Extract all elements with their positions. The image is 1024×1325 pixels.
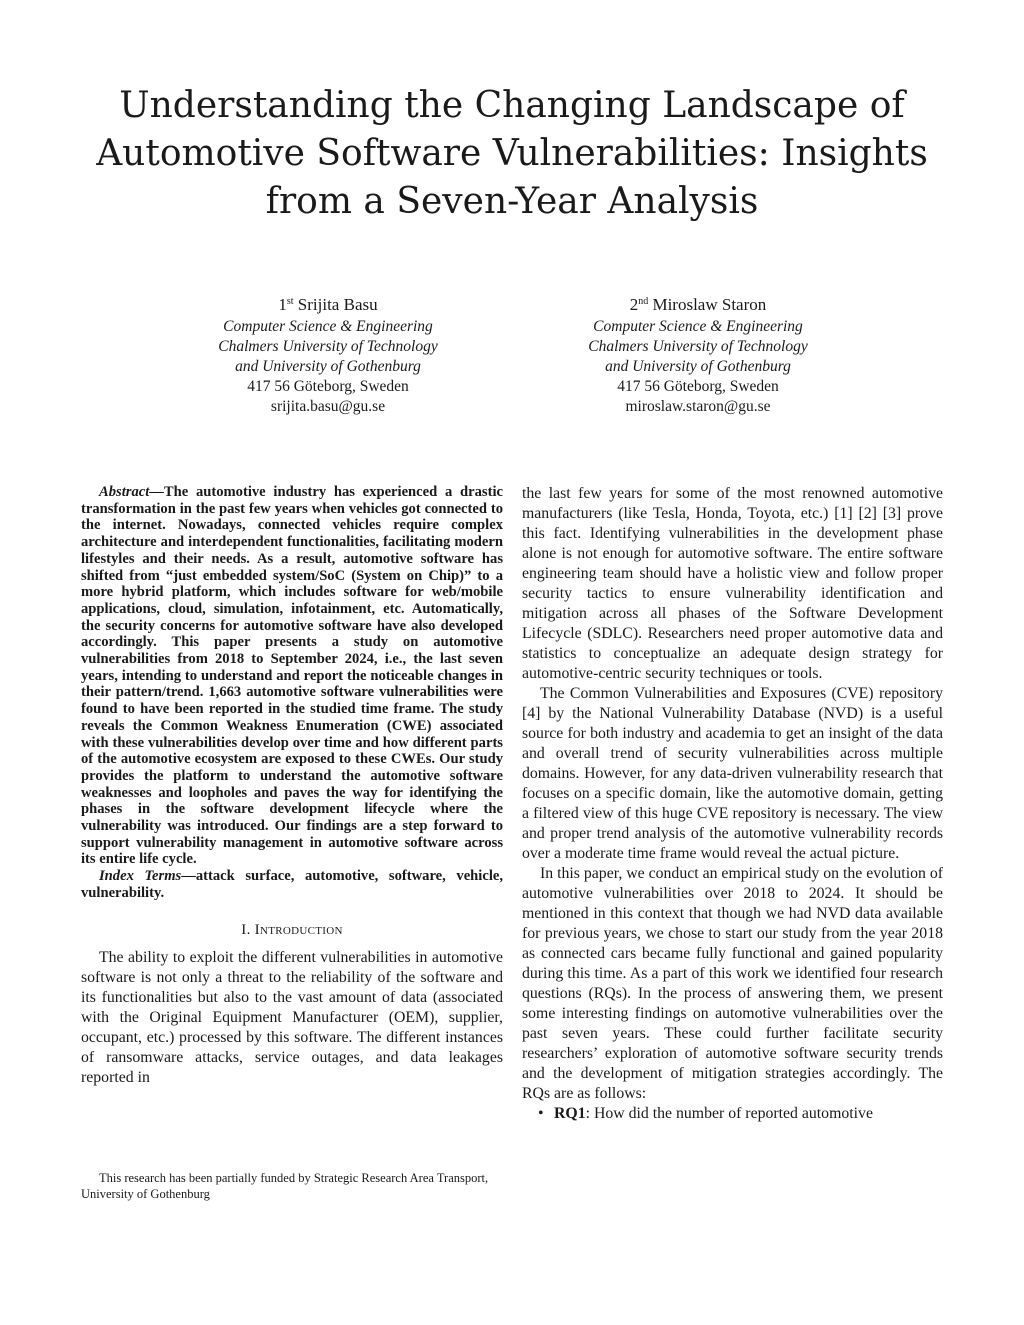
author-department: Computer Science & Engineering (593, 318, 803, 335)
abstract-text: —The automotive industry has experienced a drastic transformation in the past few years when vehicles got connected to the internet. Nowadays, connected vehicles require complex architecture and interdependent functionalities, facilitating modern lifestyles and their needs. As a result, automotive software has shifted from “just embedded system/SoC (System on Chip)” to a more hybrid platform, which includes software for web/mobile applications, cloud, simulation, infotainment, etc. Automatically, the security concerns for automotive software have also developed accordingly. This paper presents a study on automotive vulnerabilities from 2018 to September 2024, i.e., the last seven years, intending to understand and report the noticeable changes in their pattern/trend. 1,663 automotive software vulnerabilities were found to have been reported in the studied time frame. The study reveals the Common Weakness Enumeration (CWE) associated with these vulnerabilities develop over time and how different parts of the automotive ecosystem are exposed to these CWEs. Our study provides the platform to understand the automotive software weaknesses and loopholes and paves the way for identifying the phases in the software development lifecycle where the vulnerability was introduced. Our findings are a step forward to support vulnerability management in automotive software across its entire life cycle. (81, 484, 503, 868)
rq-text: : How did the number of reported automotive (585, 1105, 873, 1122)
paper-title: Understanding the Changing Landscape of Automotive Software Vulnerabilities: Insights from a Seven-Year Analysis (96, 85, 928, 222)
author-name-line (168, 293, 488, 317)
intro-paragraph-2: the last few years for some of the most renowned automotive manufacturers (like Tesla, Honda, Toyota, etc.) [1] [2] [3] prove this fact. Identifying vulnerabilities in the development phase alone is not enough for automotive software. The entire software engineering team should have a holistic view and follow proper security tactics to ensure vulnerability identification and mitigation across all phases of the Software Development Lifecycle (SDLC). Researchers need proper automotive data and statistics to conceptualize an adequate design strategy for automotive-centric security techniques or tools. (522, 485, 943, 682)
author-name-line (538, 293, 858, 317)
author-university-2: and University of Gothenburg (235, 358, 421, 375)
author-ordinal-suffix: nd (638, 296, 649, 307)
author-department: Computer Science & Engineering (223, 318, 433, 335)
section-heading-introduction: I. Introduction (241, 921, 343, 938)
author-ordinal: 2 (629, 295, 639, 314)
intro-paragraph-3: The Common Vulnerabilities and Exposures (CVE) repository [4] by the National Vulnerability Database (NVD) is a useful source for both industry and academia to get an insight of the data and overall trend of security vulnerabilities across multiple domains. However, for any data-driven vulnerability research that focuses on a specific domain, like the automotive domain, getting a filtered view of this huge CVE repository is necessary. The view and proper trend analysis of the automotive vulnerability records over a moderate time frame would reveal the actual picture. (522, 685, 943, 862)
author-address: 417 56 Göteborg, Sweden (617, 378, 779, 395)
right-column (522, 484, 943, 1124)
bullet-icon: • (538, 1105, 544, 1122)
author-email: srijita.basu@gu.se (270, 398, 386, 415)
author-university-2: and University of Gothenburg (605, 358, 791, 375)
funding-footnote: This research has been partially funded by Strategic Research Area Transport, University of Gothenburg (81, 1171, 489, 1201)
index-terms (81, 868, 503, 901)
intro-paragraph-4: In this paper, we conduct an empirical study on the evolution of automotive vulnerabilities over 2018 to 2024. It should be mentioned in this context that though we had NVD data available for previous years, we chose to start our study from the year 2018 as connected cars became fully functional and gained popularity during this time. As a part of this work we identified four research questions (RQs). In the process of answering them, we present some interesting findings on automotive vulnerabilities over the past seven years. These could further facilitate security researchers’ exploration of automotive software security trends and the development of mitigation strategies accordingly. The RQs are as follows: (522, 865, 943, 1102)
author-name: Miroslaw Staron (652, 295, 767, 314)
intro-paragraph-1: The ability to exploit the different vulnerabilities in automotive software is not only a threat to the reliability of the software and its functionalities but also to the vast amount of data (associated with the Original Equipment Manufacturer (OEM), supplier, occupant, etc.) processed by this software. The different instances of ransomware attacks, service outages, and data leakages reported in (81, 948, 503, 1086)
abstract-label: Abstract (99, 484, 150, 500)
abstract (81, 484, 503, 868)
rq-text-line (554, 1104, 873, 1124)
author-university: Chalmers University of Technology (588, 338, 808, 355)
author-ordinal-suffix: st (286, 296, 294, 307)
author-name: Srijita Basu (297, 295, 378, 314)
author-block-2 (538, 293, 858, 417)
index-terms-text: —attack surface, automotive, software, vehicle, vulnerability. (81, 868, 503, 901)
author-ordinal: 1 (278, 295, 287, 314)
index-terms-label: Index Terms (99, 868, 182, 885)
rq-label: RQ1 (554, 1105, 586, 1122)
research-question-item (522, 1104, 943, 1124)
author-address: 417 56 Göteborg, Sweden (247, 378, 409, 395)
author-university: Chalmers University of Technology (218, 338, 438, 355)
author-block-1 (168, 293, 488, 417)
left-column (81, 484, 503, 1088)
author-email: miroslaw.staron@gu.se (625, 398, 771, 415)
